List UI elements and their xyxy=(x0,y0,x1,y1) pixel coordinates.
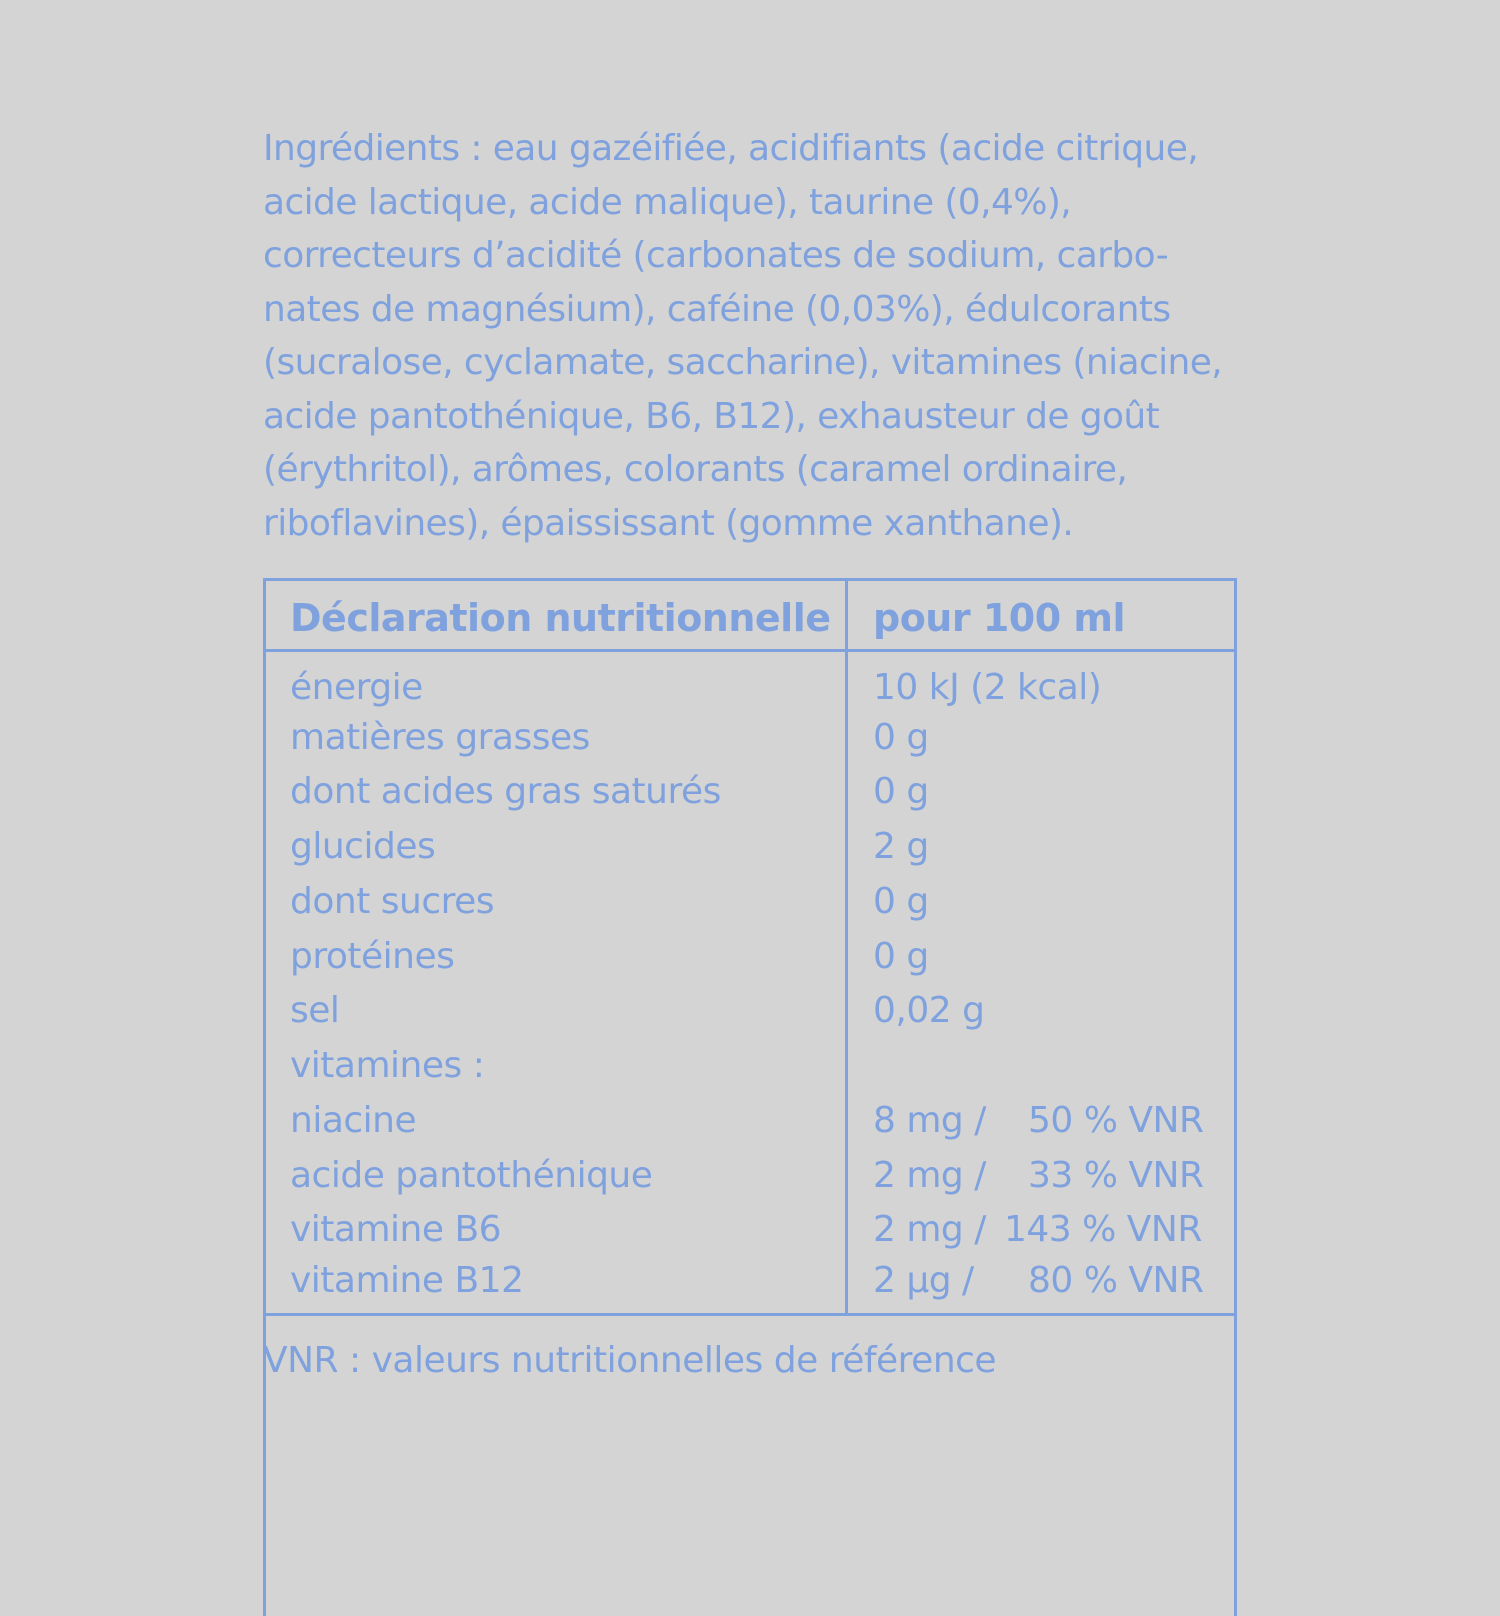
nutrient-value: 0 g xyxy=(873,881,929,922)
nutrient-value: 0 g xyxy=(873,771,929,812)
table-row xyxy=(0,1260,1500,1314)
table-row xyxy=(0,936,1500,990)
nutrient-amount: 2 µg / xyxy=(873,1260,974,1301)
ingredients-text xyxy=(263,122,1253,550)
nutrient-value: 0 g xyxy=(873,936,929,977)
nutrient-label: vitamine B6 xyxy=(290,1209,502,1250)
ingredients-line: riboflavines), épaississant (gomme xanthane). xyxy=(263,502,1074,544)
ingredients-line: nates de magnésium), caféine (0,03%), édulcorants xyxy=(263,288,1171,330)
nutrient-vnr: 143 % VNR xyxy=(1004,1209,1202,1250)
table-row xyxy=(0,1155,1500,1209)
table-row xyxy=(0,667,1500,721)
table-header-value: pour 100 ml xyxy=(873,596,1126,640)
table-row xyxy=(0,990,1500,1044)
nutrient-label: énergie xyxy=(290,667,423,708)
nutrient-vnr: 33 % VNR xyxy=(1028,1155,1204,1196)
table-row xyxy=(0,1045,1500,1099)
nutrient-label: vitamine B12 xyxy=(290,1260,524,1301)
nutrient-label: sel xyxy=(290,990,340,1031)
nutrient-label: acide pantothénique xyxy=(290,1155,653,1196)
ingredients-line: correcteurs d’acidité (carbonates de sodium, carbo- xyxy=(263,235,1169,276)
nutrient-label: niacine xyxy=(290,1100,417,1141)
nutrient-label: dont acides gras saturés xyxy=(290,771,721,812)
nutrient-amount: 2 mg / xyxy=(873,1155,986,1196)
nutrient-label: vitamines : xyxy=(290,1045,485,1086)
nutrient-amount: 8 mg / xyxy=(873,1100,986,1141)
table-row xyxy=(0,1100,1500,1154)
nutrient-vnr: 50 % VNR xyxy=(1028,1100,1204,1141)
table-row xyxy=(0,771,1500,825)
table-row xyxy=(0,1209,1500,1263)
nutrient-vnr: 80 % VNR xyxy=(1028,1260,1204,1301)
table-header-label: Déclaration nutritionnelle xyxy=(290,596,831,640)
nutrient-label: dont sucres xyxy=(290,881,495,922)
table-row xyxy=(0,826,1500,880)
ingredients-line: Ingrédients : eau gazéifiée, acidifiants (acide citrique, xyxy=(263,128,1199,169)
nutrient-value: 0 g xyxy=(873,717,929,758)
nutrient-label: matières grasses xyxy=(290,717,590,758)
nutrient-value: 2 g xyxy=(873,826,929,867)
ingredients-line: acide lactique, acide malique), taurine (0,4%), xyxy=(263,181,1072,223)
ingredients-line: acide pantothénique, B6, B12), exhausteur de goût xyxy=(263,395,1160,437)
table-row xyxy=(0,881,1500,935)
nutrient-label: glucides xyxy=(290,826,436,867)
footnote: VNR : valeurs nutritionnelles de référence xyxy=(263,1340,997,1381)
table-row xyxy=(0,717,1500,771)
nutrient-value: 10 kJ (2 kcal) xyxy=(873,667,1102,708)
nutrient-amount: 2 mg / xyxy=(873,1209,986,1250)
header-divider xyxy=(263,649,1237,652)
ingredients-line: (érythritol), arômes, colorants (caramel ordinaire, xyxy=(263,449,1128,490)
ingredients-line: (sucralose, cyclamate, saccharine), vitamines (niacine, xyxy=(263,342,1223,383)
nutrient-label: protéines xyxy=(290,936,455,977)
nutrient-value: 0,02 g xyxy=(873,990,985,1031)
